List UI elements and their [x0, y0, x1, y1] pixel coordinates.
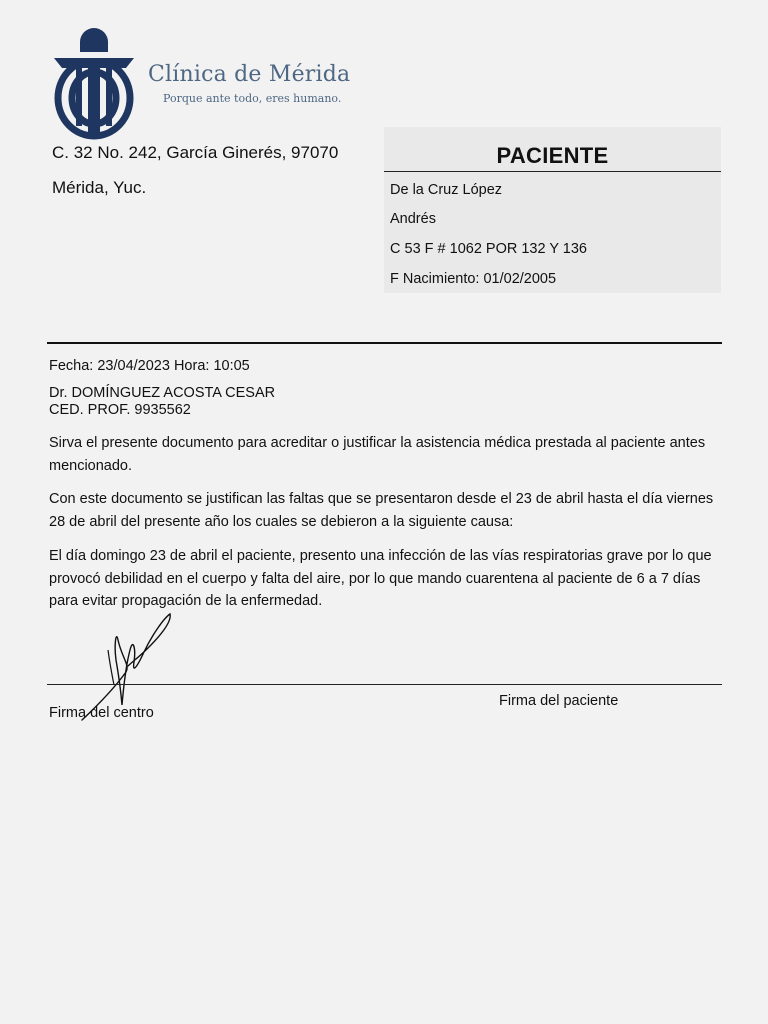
patient-signature-label: Firma del paciente — [499, 693, 619, 709]
patient-title: PACIENTE — [496, 143, 609, 168]
clinic-name: Clínica de Mérida — [148, 62, 351, 87]
body-paragraph-3: El día domingo 23 de abril el paciente, presento una infección de las vías respiratorias grave por lo que provocó debilidad en el cuerpo y falta del aire, por lo que mando cuarentena al paciente de 6 a 7 días para evitar propagación de la enfermedad. — [49, 548, 712, 609]
patient-birth-date: F Nacimiento: 01/02/2005 — [390, 271, 557, 287]
patient-given-name: Andrés — [390, 211, 436, 227]
visit-date-time: Fecha: 23/04/2023 Hora: 10:05 — [49, 358, 250, 374]
doctor-name: Dr. DOMÍNGUEZ ACOSTA CESAR — [49, 385, 276, 401]
clinic-tagline: Porque ante todo, eres humano. — [163, 92, 342, 105]
body-paragraph-1: Sirva el presente documento para acreditar o justificar la asistencia médica prestada al paciente antes mencionado. — [49, 435, 706, 474]
center-signature-label: Firma del centro — [49, 705, 154, 721]
patient-address: C 53 F # 1062 POR 132 Y 136 — [390, 241, 587, 257]
body-paragraph-2: Con este documento se justifican las faltas que se presentaron desde el 23 de abril hasta el día viernes 28 de abril del presente año los cuales se debieron a la siguiente causa: — [49, 491, 714, 530]
clinic-address-line1: C. 32 No. 242, García Ginerés, 97070 — [52, 143, 339, 162]
header-divider — [47, 342, 722, 344]
patient-title-divider — [384, 171, 721, 172]
patient-surname: De la Cruz López — [390, 182, 503, 198]
clinic-address-line2: Mérida, Yuc. — [52, 178, 147, 197]
signature-line — [47, 684, 722, 685]
doctor-license: CED. PROF. 9935562 — [49, 402, 191, 418]
